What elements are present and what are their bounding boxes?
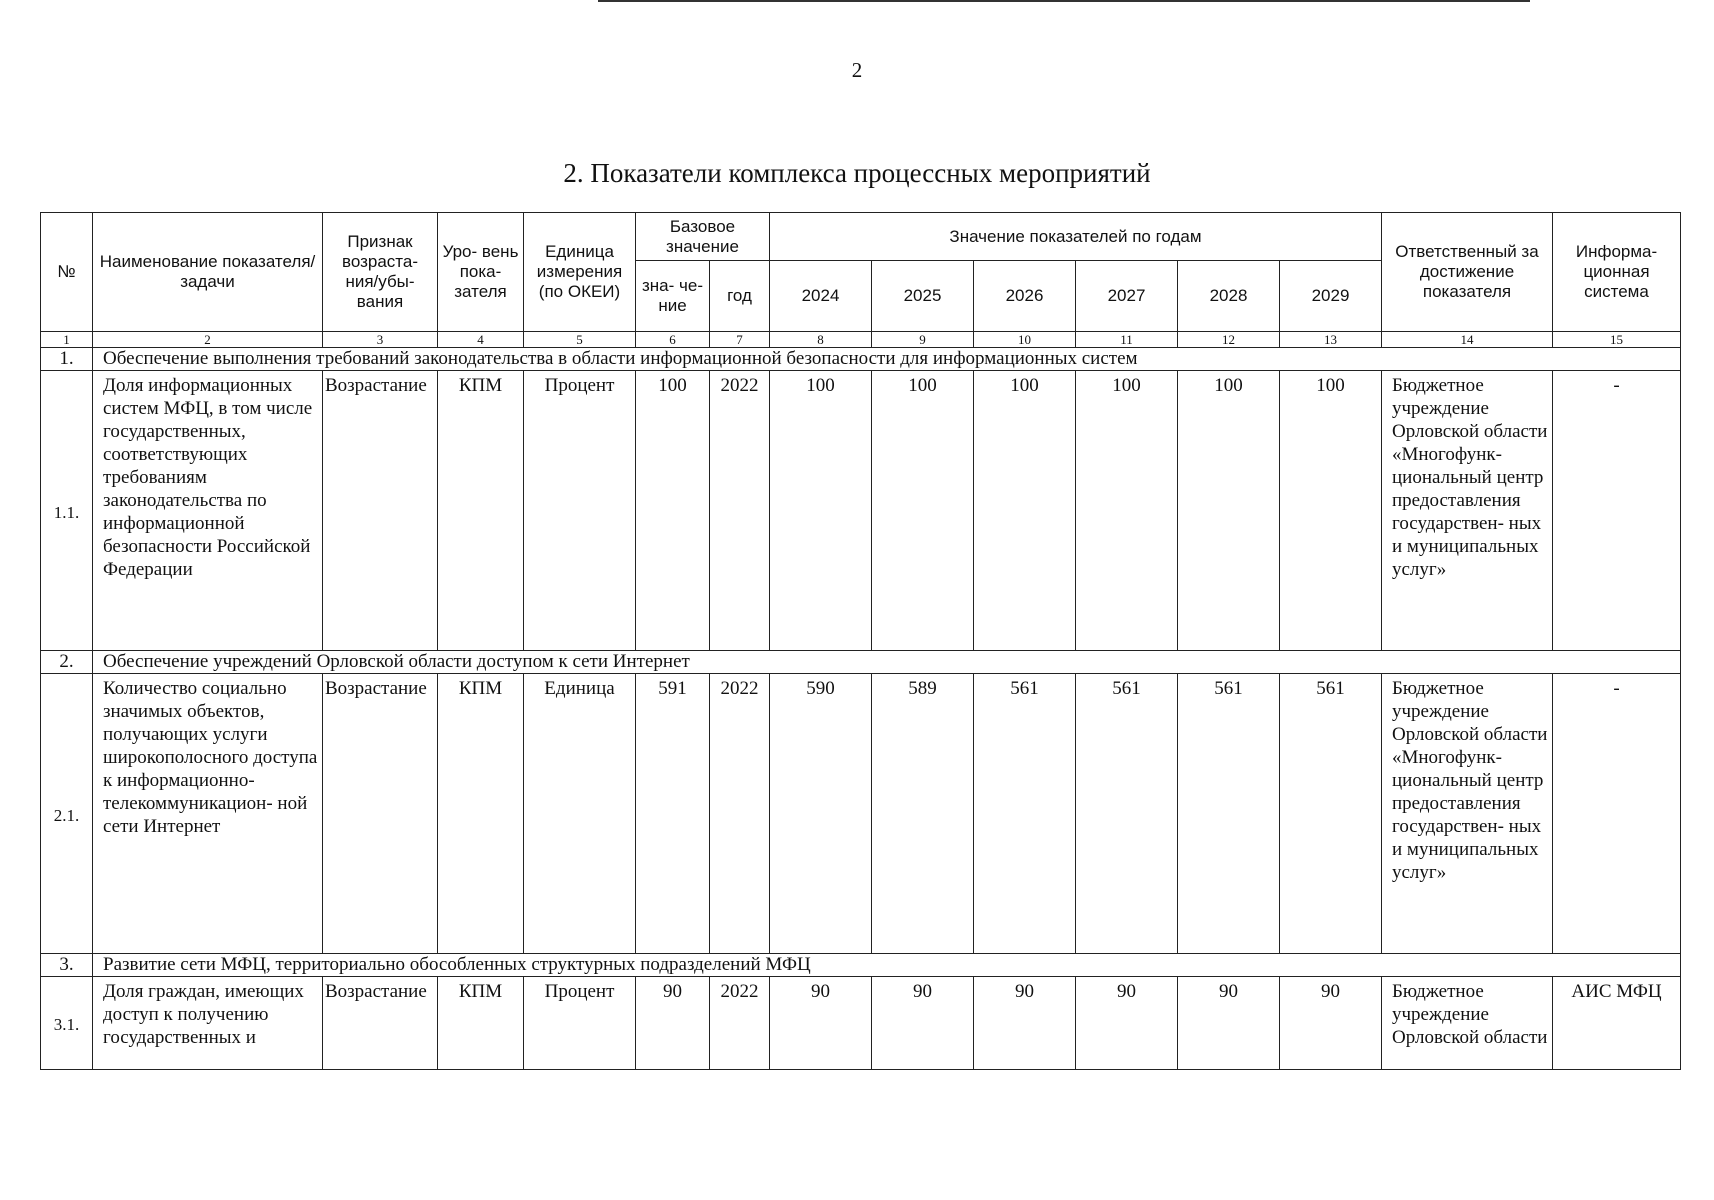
value-2025: 100	[872, 371, 974, 651]
indicator-name: Доля информационных систем МФЦ, в том числе государственных, соответствующих требованиям законодательства по информационной безопасности Российской Федерации	[93, 371, 323, 651]
column-number: 8	[770, 332, 872, 348]
column-number-row	[41, 332, 1681, 348]
base-value-cell: 100	[636, 371, 710, 651]
trend-cell: Возрастание	[323, 977, 438, 1070]
section-number: 1.	[41, 348, 93, 371]
column-number: 2	[93, 332, 323, 348]
header-year-2026: 2026	[974, 261, 1076, 332]
level-cell: КПМ	[438, 977, 524, 1070]
row-number: 1.1.	[41, 371, 93, 651]
column-number: 11	[1076, 332, 1178, 348]
value-2028: 561	[1178, 674, 1280, 954]
info-system-cell: -	[1553, 674, 1681, 954]
column-number: 12	[1178, 332, 1280, 348]
trend-cell: Возрастание	[323, 674, 438, 954]
header-level: Уро- вень пока- зателя	[438, 213, 524, 332]
section-number: 2.	[41, 651, 93, 674]
info-system-cell: -	[1553, 371, 1681, 651]
responsible-cell: Бюджетное учреждение Орловской области «Многофунк- циональный центр предоставления государствен- ных и муниципальных услуг»	[1382, 674, 1553, 954]
header-base-year: год	[710, 261, 770, 332]
value-2024: 100	[770, 371, 872, 651]
unit-cell: Единица	[524, 674, 636, 954]
section-title: Развитие сети МФЦ, территориально обособленных структурных подразделений МФЦ	[93, 954, 1681, 977]
row-number: 3.1.	[41, 977, 93, 1070]
value-2028: 100	[1178, 371, 1280, 651]
info-system-cell: АИС МФЦ	[1553, 977, 1681, 1070]
header-year-2027: 2027	[1076, 261, 1178, 332]
header-responsible: Ответственный за достижение показателя	[1382, 213, 1553, 332]
column-number: 14	[1382, 332, 1553, 348]
column-number: 15	[1553, 332, 1681, 348]
header-year-2028: 2028	[1178, 261, 1280, 332]
trend-cell: Возрастание	[323, 371, 438, 651]
indicator-name: Количество социально значимых объектов, получающих услуги широкополосного доступа к информационно- телекоммуникацион- ной сети Интернет	[93, 674, 323, 954]
section-row	[41, 954, 1681, 977]
table-row	[41, 371, 1681, 651]
row-number: 2.1.	[41, 674, 93, 954]
value-2028: 90	[1178, 977, 1280, 1070]
column-number: 4	[438, 332, 524, 348]
section-title: Обеспечение учреждений Орловской области доступом к сети Интернет	[93, 651, 1681, 674]
header-unit: Единица измерения (по ОКЕИ)	[524, 213, 636, 332]
header-info-system: Информа- ционная система	[1553, 213, 1681, 332]
unit-cell: Процент	[524, 977, 636, 1070]
value-2027: 561	[1076, 674, 1178, 954]
value-2025: 589	[872, 674, 974, 954]
base-year-cell: 2022	[710, 977, 770, 1070]
base-year-cell: 2022	[710, 371, 770, 651]
value-2026: 100	[974, 371, 1076, 651]
section-row	[41, 348, 1681, 371]
value-2027: 100	[1076, 371, 1178, 651]
section-row	[41, 651, 1681, 674]
header-year-2025: 2025	[872, 261, 974, 332]
header-base-value: зна- че- ние	[636, 261, 710, 332]
value-2029: 561	[1280, 674, 1382, 954]
column-number: 13	[1280, 332, 1382, 348]
top-rule	[598, 0, 1530, 2]
section-title: Обеспечение выполнения требований законодательства в области информационной безопасности для информационных систем	[93, 348, 1681, 371]
base-year-cell: 2022	[710, 674, 770, 954]
page-title: 2. Показатели комплекса процессных мероприятий	[563, 158, 1151, 188]
base-value-cell: 591	[636, 674, 710, 954]
column-number: 5	[524, 332, 636, 348]
table-row	[41, 674, 1681, 954]
level-cell: КПМ	[438, 674, 524, 954]
section-number: 3.	[41, 954, 93, 977]
value-2029: 100	[1280, 371, 1382, 651]
value-2024: 590	[770, 674, 872, 954]
value-2025: 90	[872, 977, 974, 1070]
indicators-table	[40, 212, 1681, 1070]
header-year-2024: 2024	[770, 261, 872, 332]
header-year-2029: 2029	[1280, 261, 1382, 332]
header-num: №	[41, 213, 93, 332]
header-years-group: Значение показателей по годам	[770, 213, 1382, 261]
unit-cell: Процент	[524, 371, 636, 651]
value-2029: 90	[1280, 977, 1382, 1070]
base-value-cell: 90	[636, 977, 710, 1070]
indicator-name: Доля граждан, имеющих доступ к получению государственных и	[93, 977, 323, 1070]
value-2027: 90	[1076, 977, 1178, 1070]
level-cell: КПМ	[438, 371, 524, 651]
page-number: 2	[851, 58, 863, 82]
header-trend: Признак возраста- ния/убы- вания	[323, 213, 438, 332]
value-2026: 561	[974, 674, 1076, 954]
header-name: Наименование показателя/задачи	[93, 213, 323, 332]
table-row	[41, 977, 1681, 1070]
column-number: 9	[872, 332, 974, 348]
value-2024: 90	[770, 977, 872, 1070]
column-number: 10	[974, 332, 1076, 348]
column-number: 3	[323, 332, 438, 348]
column-number: 7	[710, 332, 770, 348]
responsible-cell: Бюджетное учреждение Орловской области «Многофунк- циональный центр предоставления государствен- ных и муниципальных услуг»	[1382, 371, 1553, 651]
column-number: 1	[41, 332, 93, 348]
header-base: Базовое значение	[636, 213, 770, 261]
responsible-cell: Бюджетное учреждение Орловской области	[1382, 977, 1553, 1070]
value-2026: 90	[974, 977, 1076, 1070]
column-number: 6	[636, 332, 710, 348]
